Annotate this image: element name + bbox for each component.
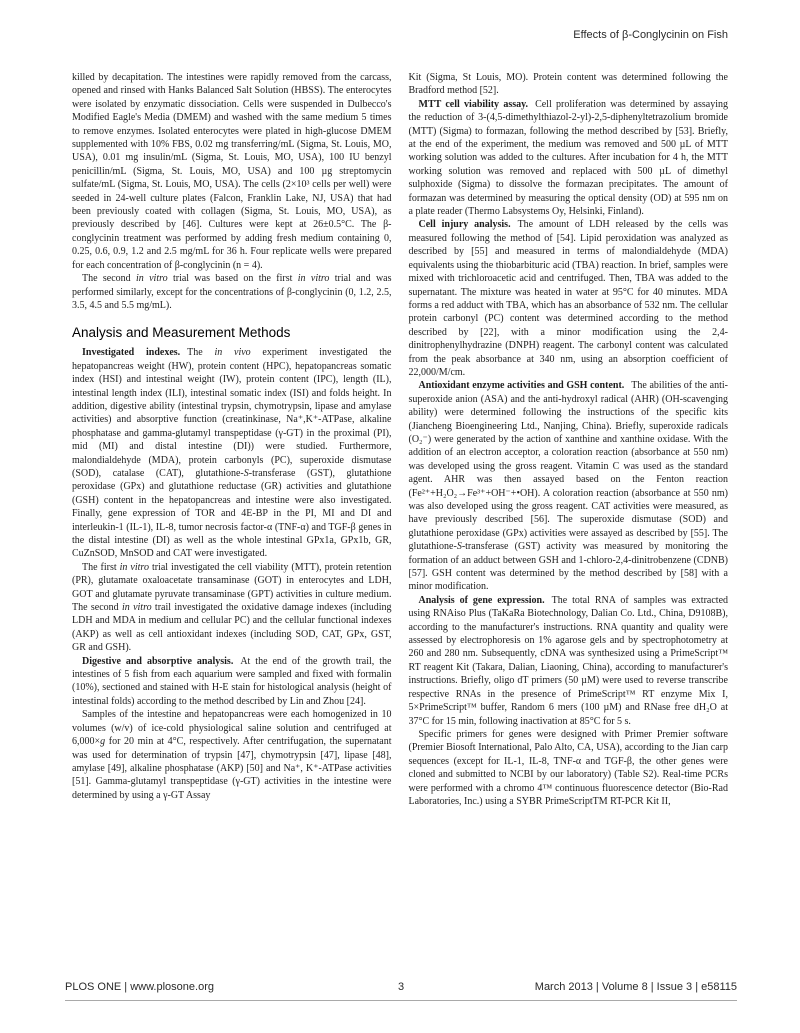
paragraph-text: The total RNA of samples was extracted using RNAiso Plus (TaKaRa Biotechnology, Dalian Co. Ltd., China, D9108B), according to the manufacturer's instructions. RNA quantity and quality were assessed by electrophoresis on 1% agarose gels and by spectrophotometry at 260 and 280 nm. Subsequently, cDNA was synthesized using a PrimeScript™ RT reagent Kit (Takara, Dalian, Liaoning, China), according to manufacturer's instructions. Briefly, oligo dT primers (50 µM) were used to reverse transcribe respective RNAs in the presence of PrimeScript™ RT enzyme Mix I, 5×PrimeScript™ buffer, Random 6 mers (100 µM) and RNase free dH₂O at 37°C for 15 min, following inactivation at 85°C for 5 s. [408,594,729,727]
run-in-heading: Antioxidant enzyme activities and GSH content. [418,380,625,392]
paragraph [72,655,392,709]
paragraph: The second in vitro trial was based on the first in vitro trial and was performed similarly, except for the concentrations of β-conglycinin (0, 1.2, 2.5, 3.5, 4.5 and 5.5 mg/mL). [72,273,392,311]
two-column-body [72,71,728,808]
paragraph [72,346,392,561]
run-in-heading: Analysis of gene expression. [418,594,545,606]
paragraph-text: The in vivo experiment investigated the hepatopancreas weight (HW), protein content (HPC), hepatopancreas somatic index (HSI) and intestinal weight (IW), protein content (IPC), length (IL), intestinal length index (ILI), intestinal somatic index (ISI) and folds height. In addition, digestive ability (intestinal trypsin, chymotrypsin, lipase and amylase activities) and absorptive function (creatinkinase, Na⁺,K⁺-ATPase, alkaline phosphatase and gamma-glutamyl transpeptidase (γ-GT) in the proximal (PI), mid (MI) and distal intestine (DI)) were studied. Furthermore, malondialdehyde (MDA), protein carbonyls (PC), superoxide dismutase (SOD), catalase (CAT), glutathione-S-transferase (GST), glutathione peroxidase (GPx) and glutathione reductase (GR) activities and glutathione (GSH) content in the hepatopancreas and intestine were also investigated. Finally, gene expression of TOR and 4E-BP in the PI, MI and DI and interleukin-1 (IL-1), IL-8, tumor necrosis factor-α (TNF-α) and TGF-β genes in the distal intestine (DI) as well as the whole intestinal GPx1a, GPx1b, GR, CuZnSOD, MnSOD and CAT were investigated. [72,347,392,560]
paragraph: Kit (Sigma, St Louis, MO). Protein content was determined following the Bradford method [52]. [408,72,728,97]
footer-journal: PLOS ONE | www.plosone.org [65,981,214,993]
run-in-heading: MTT cell viability assay. [418,98,529,110]
paragraph [409,379,729,594]
footer [65,981,737,1001]
left-column [72,71,392,808]
paragraph [409,218,729,379]
paragraph [409,594,729,728]
run-in-heading: Cell injury analysis. [418,219,511,231]
footer-page-number: 3 [397,981,405,993]
paragraph: The first in vitro trial investigated the cell viability (MTT), protein retention (PR), glutamate oxaloacetate transaminase (GOT) in enterocytes and LDH, GOT and glutamate pyruvate transaminase (GPT) activities in culture medium. The second in vitro trail investigated the oxidative damage indexes (including LDH and MDA in medium and cellular PC) and the cellular functional indexes (AKP) as well as cell antioxidant indexes (including SOD, CAT, GPx, GST, GR and GSH). [72,561,392,654]
footer-issue: March 2013 | Volume 8 | Issue 3 | e58115 [534,981,737,993]
paragraph-text: The amount of LDH released by the cells was measured following the method of [54]. Lipid peroxidation was analyzed as described by [55] and measured in terms of malondialdehyde (MDA) equivalents using the thiobarbituric acid (TBA) reaction. In brief, samples were mixed with trichloroacetic acid and centrifuged. Then, TBA was added to the supernatant. The mixture was heated in water at 95°C for 40 minutes. MDA forms a red adduct with TBA, which has an absorbance of 532 nm. The cellular protein carbonyl (PC) content was determined according to the method described by [22], with a minor modification using the 2,4-dinitrophenylhydrazine (DNPH) reagent. The carbonyl content was calculated from the peak absorbance at 340 nm, using an absorption coefficient of 22,000/M/cm. [408,219,728,378]
paragraph-text: The abilities of the anti-superoxide anion (ASA) and the anti-hydroxyl radical (AHR) (OH-scavenging ability) were determined following the instructions of the specific kits (Jiancheng Bioengineering Ltd., Nanjing, China). Briefly, superoxide radicals (O₂⁻) were generated by the action of xanthine and xanthine oxidase. With the addition of an electron acceptor, a coloration reaction (absorbance at 550 nm) was developed using the gross reagent. Vitamin C was used as the standard agent. AHR was then assayed based on the Fenton reaction (Fe²⁺+H₂O₂→Fe³⁺+OH⁻+•OH). A coloration reaction (absorbance at 550 nm) was also developed using the gross reagent. CAT activities were measured, as have previously described [56]. The superoxide dismutase (SOD) and glutathione peroxidase (GPx) activities were assayed as described by [55]. The glutathione-S-transferase (GST) activity was measured by monitoring the formation of an adduct between GSH and 1-chloro-2,4-dinitrobenzene (CDNB) [57]. GSH content was determined by the method described by [58] with a minor modification. [408,380,728,593]
paragraph-text: Cell proliferation was determined by assaying the reduction of 3-(4,5-dimethylthiazol-2-yl)-2,5-diphenyltetrazolium bromide (MTT) (Sigma) to formazan, following the method described by [53]. Briefly, at the end of the experiment, the medium was removed and 500 µL of MTT working solution was added to the cultures. After incubation for 4 h, the MTT working solution was removed and replaced with 500 µL of dimethyl sulphoxide (Sigma) to dissolve the formazan precipitates. The amount of formazan was determined by measuring the optical density (OD) at 595 nm on a plate reader (Thermo Labsystems Oy, Helsinki, Finland). [408,98,728,218]
run-in-heading: Digestive and absorptive analysis. [82,655,234,667]
paragraph: Samples of the intestine and hepatopancreas were each homogenized in 10 volumes (w/v) of ice-cold physiological saline solution and centrifuged at 6,000×g for 20 min at 4°C, respectively. After centrifugation, the supernatant was used for determination of trypsin [47], chymotrypsin [47], lipase [48], amylase [49], alkaline phosphatase (AKP) [50] and Na⁺, K⁺-ATPase activities [51]. Gamma-glutamyl transpeptidase (γ-GT) activities in the intestine were determined by using a γ-GT Assay [72,709,392,801]
paragraph [409,98,729,219]
paragraph: Specific primers for genes were designed with Primer Premier software (Premier Biosoft International, Palo Alto, CA, USA), according to the Jian carp sequences (except for IL-1, IL-8, TNF-α and TGF-β, the other genes were cloned and submitted to NCBI by our laboratory) (Table S2). Real-time PCRs were performed with a chromo 4™ continuous fluorescence detector (Bio-Rad Laboratories, Inc.) using a SYBR PrimeScriptTM RT-PCR Kit II, [408,728,728,807]
section-heading: Analysis and Measurement Methods [72,325,291,341]
run-in-heading: Investigated indexes. [82,347,181,359]
right-column [409,71,729,808]
paragraph: killed by decapitation. The intestines were rapidly removed from the carcass, opened and rinsed with Hanks Balanced Salt Solution (HBSS). The enterocytes were isolated by enzymatic dissociation. Cells were suspended in Dulbecco's Modified Eagle's Media (DMEM) and washed with the same medium 5 times to remove enzymes. Isolated enterocytes were plated in high-glucose DMEM supplemented with 10% FBS, 0.02 mg transferring/mL (Sigma, St. Louis, MO, USA), 0.01 mg insulin/mL (Sigma, St. Louis, MO, USA), 100 IU benzyl penicillin/mL (Sigma, St. Louis, MO, USA) and 100 µg streptomycin sulfate/mL (Sigma, St. Louis, MO, USA). The cells (2×10³ cells per well) were seeded in 24-well culture plates (Falcon, Franklin Lake, NJ, USA) that had been previously coated with collagen (Sigma, St. Louis, MO, USA), as previously described by [46]. Cultures were kept at 26±0.5°C. The β-conglycinin treatment was performed by adding fresh medium containing 0, 0.25, 0.6, 0.9, 1.2 and 2.5 mg/mL for 36 h. Four replicate wells were prepared for each concentration of β-conglycinin (n = 4). [72,72,392,271]
paragraph-text: At the end of the growth trail, the intestines of 5 fish from each aquarium were sampled and fixed with formalin (10%), sectioned and stained with H-E stain for histological analysis (height of intestinal folds) according to the method described by Lin and Zhou [24]. [72,655,392,707]
running-head: Effects of β-Conglycinin on Fish [573,29,728,41]
